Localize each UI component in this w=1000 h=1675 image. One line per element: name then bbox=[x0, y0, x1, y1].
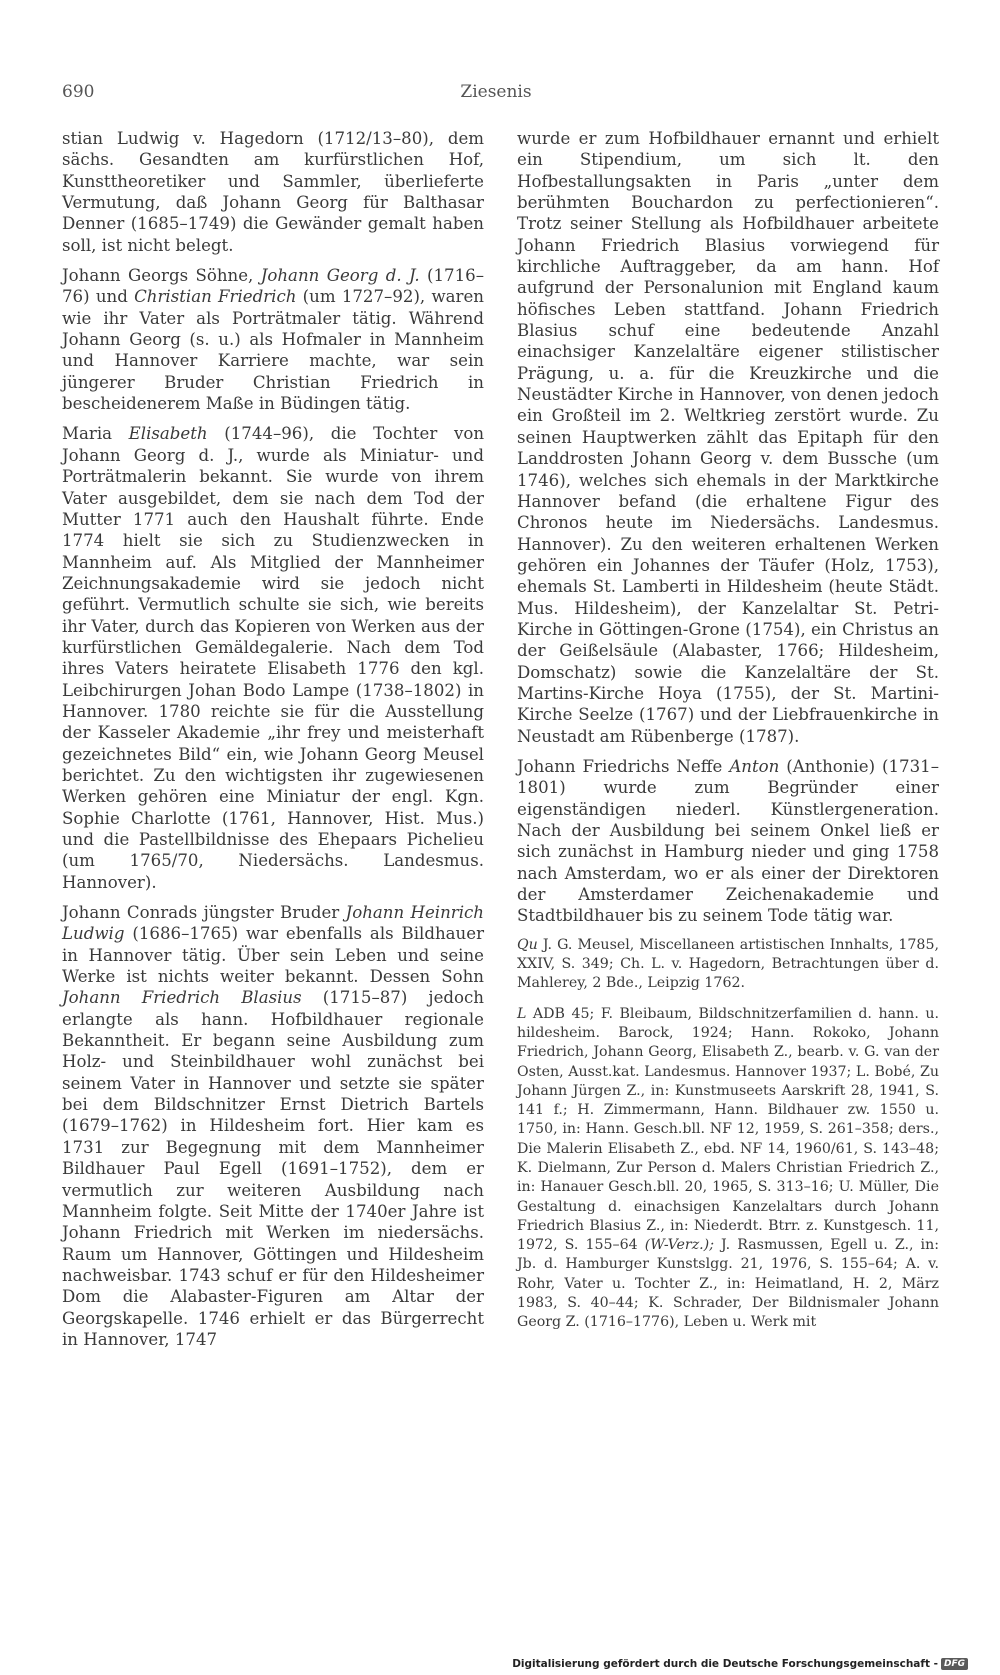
sources-text: J. G. Meusel, Miscellaneen artistischen Innhalts, 1785, XXIV, S. 349; Ch. L. v. Hagedorn, Betrachtungen über d. Mahlerey, 2 Bde., Leipzig 1762. bbox=[517, 936, 939, 992]
text-run: (1716–76) und bbox=[62, 266, 485, 307]
page-header bbox=[62, 82, 930, 108]
name-johann-georg-dj: Johann Georg d. J. bbox=[260, 266, 420, 286]
name-johann-friedrich-blasius: Johann Friedrich Blasius bbox=[62, 988, 302, 1008]
text-run: ADB 45; F. Bleibaum, Bildschnitzerfamilien d. hann. u. hildesheim. Barock, 1924; Hann. Rokoko, Johann Friedrich, Johann Georg, Elisabeth Z., bearb. v. G. van der Osten, Ausst.kat. Landesmus. Hannover 1937; L. Bobé, Zu Johann Jürgen Z., in: Kunstmuseets Aarskrift 28, 1941, S. 141 f.; H. Zimmermann, Hann. Bildhauer zw. 1550 u. 1750, in: Hann. Gesch.bll. NF 12, 1959, S. 261–358; ders., Die Malerin Elisabeth Z., ebd. NF 14, 1960/61, S. 143–48; K. Dielmann, Zur Person d. Malers Christian Friedrich Z., in: Hanauer Gesch.bll. 20, 1965, S. 313–16; U. Müller, Die Gestaltung d. einachsigen Kanzelaltars durch Johann Friedrich Blasius Z., in: Niederdt. Btrr. z. Kunstgesch. 11, 1972, S. 155–64 bbox=[517, 1005, 939, 1254]
page-number: 690 bbox=[62, 82, 95, 102]
paragraph-sons bbox=[62, 265, 484, 414]
text-run: Maria bbox=[62, 424, 129, 444]
literature-label: L bbox=[517, 1005, 527, 1022]
paragraph-hagedorn: stian Ludwig v. Hagedorn (1712/13–80), dem sächs. Gesandten am kurfürstlichen Hof, Kunsttheoretiker und Sammler, überlieferte Vermutung, daß Johann Georg für Balthasar Denner (1685–1749) die Gewänder gemalt haben soll, ist nicht belegt. bbox=[62, 129, 484, 255]
paragraph-johann-heinrich bbox=[62, 902, 484, 1350]
text-run: Johann Georgs Söhne, bbox=[62, 266, 261, 286]
paragraph-hofbildhauer: wurde er zum Hofbildhauer ernannt und erhielt ein Stipendium, um sich lt. den Hofbestallungsakten in Paris „unter dem berühmten Bouchardon zu perfectionieren“. Trotz seiner Stellung als Hofbildhauer arbeitete Johann Friedrich Blasius vorwiegend für kirchliche Auftraggeber, da am hann. Hof aufgrund der Personalunion mit England kaum höfisches Leben stattfand. Johann Friedrich Blasius schuf eine bedeutende Anzahl einachsiger Kanzelaltäre eigener stilistischer Prägung, u. a. für die Kreuzkirche und die Neustädter Kirche in Hannover, von denen jedoch ein Großteil im 2. Weltkrieg zerstört wurde. Zu seinen Hauptwerken zählt das Epitaph für den Landdrosten Johann Georg v. dem Bussche (um 1746), welches sich ehemals in der Marktkirche Hannover befand (die erhaltene Figur des Chronos heute im Niedersächs. Landesmus. Hannover). Zu den weiteren erhaltenen Werken gehören ein Johannes der Täufer (Holz, 1753), ehemals St. Lamberti in Hildesheim (heute Städt. Mus. Hildesheim), der Kanzelaltar St. Petri-Kirche in Göttingen-Grone (1754), ein Christus an der Geißelsäule (Alabaster, 1766; Hildesheim, Domschatz) sowie die Kanzelaltäre der St. Martins-Kirche Hoya (1755), der St. Martini-Kirche Seelze (1767) und der Liebfrauenkirche in Neustadt am Rübenberge (1787). bbox=[517, 129, 939, 746]
text-run: (Anthonie) (1731–1801) wurde zum Begründer einer eigenständigen niederl. Künstlergeneration. Nach der Ausbildung bei seinem Onkel ließ er sich zunächst in Hamburg nieder und ging 1758 nach Amsterdam, wo er als einer der Direktoren der Amsterdamer Zeichenakademie und Stadtbildhauer bis zu seinem Tode tätig war. bbox=[517, 756, 940, 926]
paragraph-anton bbox=[517, 756, 939, 927]
text-run: (1744–96), die Tochter von Johann Georg d. J., wurde als Miniatur- und Porträtmalerin bekannt. Sie wurde von ihrem Vater ausgebildet, dem sie nach dem Tod der Mutter 1771 auch den Haushalt führte. Ende 1774 hielt sie sich zu Studienzwecken in Mannheim auf. Als Mitglied der Mannheimer Zeichnungsakademie wird sie jedoch nicht geführt. Vermutlich schulte sie sich, wie bereits ihr Vater, durch das Kopieren von Werken aus der kurfürstlichen Gemäldegalerie. Nach dem Tod ihres Vaters heiratete Elisabeth 1776 den kgl. Leibchirurgen Johan Bodo Lampe (1738–1802) in Hannover. 1780 reichte sie für die Ausstellung der Kasseler Akademie „ihr frey und meisterhaft gezeichnetes Bild“ ein, wie Johann Georg Meusel berichtet. Zu den wichtigsten ihr zugewiesenen Werken gehören eine Miniatur der engl. Kgn. Sophie Charlotte (1761, Hannover, Hist. Mus.) und die Pastellbildnisse des Ehepaars Pichelieu (um 1765/70, Niedersächs. Landesmus. Hannover). bbox=[62, 424, 485, 892]
literature-paragraph bbox=[517, 1005, 939, 1333]
right-column bbox=[517, 128, 939, 1344]
paragraph-elisabeth bbox=[62, 423, 484, 893]
name-elisabeth: Elisabeth bbox=[128, 424, 208, 444]
text-run: (1715–87) jedoch erlangte als hann. Hofbildhauer regionale Bekanntheit. Er begann seine Ausbildung zum Holz- und Steinbildhauer wohl zunächst bei seinem Vater in Hannover und setzte sie später bei dem Bildschnitzer Ernst Dietrich Bartels (1679–1762) in Hildesheim fort. Hier kam es 1731 zur Begegnung mit dem Mannheimer Bildhauer Paul Egell (1691–1752), dem er vermutlich zur weiteren Ausbildung nach Mannheim folgte. Seit Mitte der 1740er Jahre ist Johann Friedrich mit Werken im niedersächs. Raum um Hannover, Göttingen und Hildesheim nachweisbar. 1743 schuf er für den Hildesheimer Dom die Alabaster-Figuren am Altar der Georgskapelle. 1746 erhielt er das Bürgerrecht in Hannover, 1747 bbox=[62, 988, 484, 1349]
text-run: Johann Conrads jüngster Bruder bbox=[62, 903, 346, 923]
text-run: Johann Friedrichs Neffe bbox=[517, 756, 730, 776]
name-johann-heinrich-ludwig: Johann Heinrich Ludwig bbox=[62, 903, 484, 944]
works-list-note: (W-Verz.); bbox=[644, 1237, 714, 1254]
text-run: J. Rasmussen, Egell u. Z., in: Jb. d. Hamburger Kunstslgg. 21, 1976, S. 155–64; A. v. Rohr, Vater u. Tochter Z., in: Heimatland, H. 2, März 1983, S. 40–44; K. Schrader, Der Bildnismaler Johann Georg Z. (1716–1776), Leben u. Werk mit bbox=[517, 1237, 939, 1331]
text-run: (1686–1765) war ebenfalls als Bildhauer in Hannover tätig. Über sein Leben und seine Werke ist nichts weiter bekannt. Dessen Sohn bbox=[62, 924, 484, 987]
name-christian-friedrich: Christian Friedrich bbox=[134, 287, 297, 307]
dfg-logo: DFG bbox=[941, 1658, 968, 1670]
digitization-footer bbox=[512, 1658, 968, 1670]
sources-paragraph bbox=[517, 936, 939, 994]
footer-text: Digitalisierung gefördert durch die Deutsche Forschungsgemeinschaft - bbox=[512, 1658, 938, 1670]
text-run: (um 1727–92), waren wie ihr Vater als Porträtmaler tätig. Während Johann Georg (s. u.) als Hofmaler in Mannheim und Hannover Karriere machte, war sein jüngerer Bruder Christian Friedrich in bescheidenerem Maße in Büdingen tätig. bbox=[62, 287, 484, 414]
name-anton: Anton bbox=[729, 756, 780, 776]
running-title: Ziesenis bbox=[460, 82, 532, 102]
left-column bbox=[62, 128, 484, 1359]
sources-label: Qu bbox=[517, 936, 538, 953]
